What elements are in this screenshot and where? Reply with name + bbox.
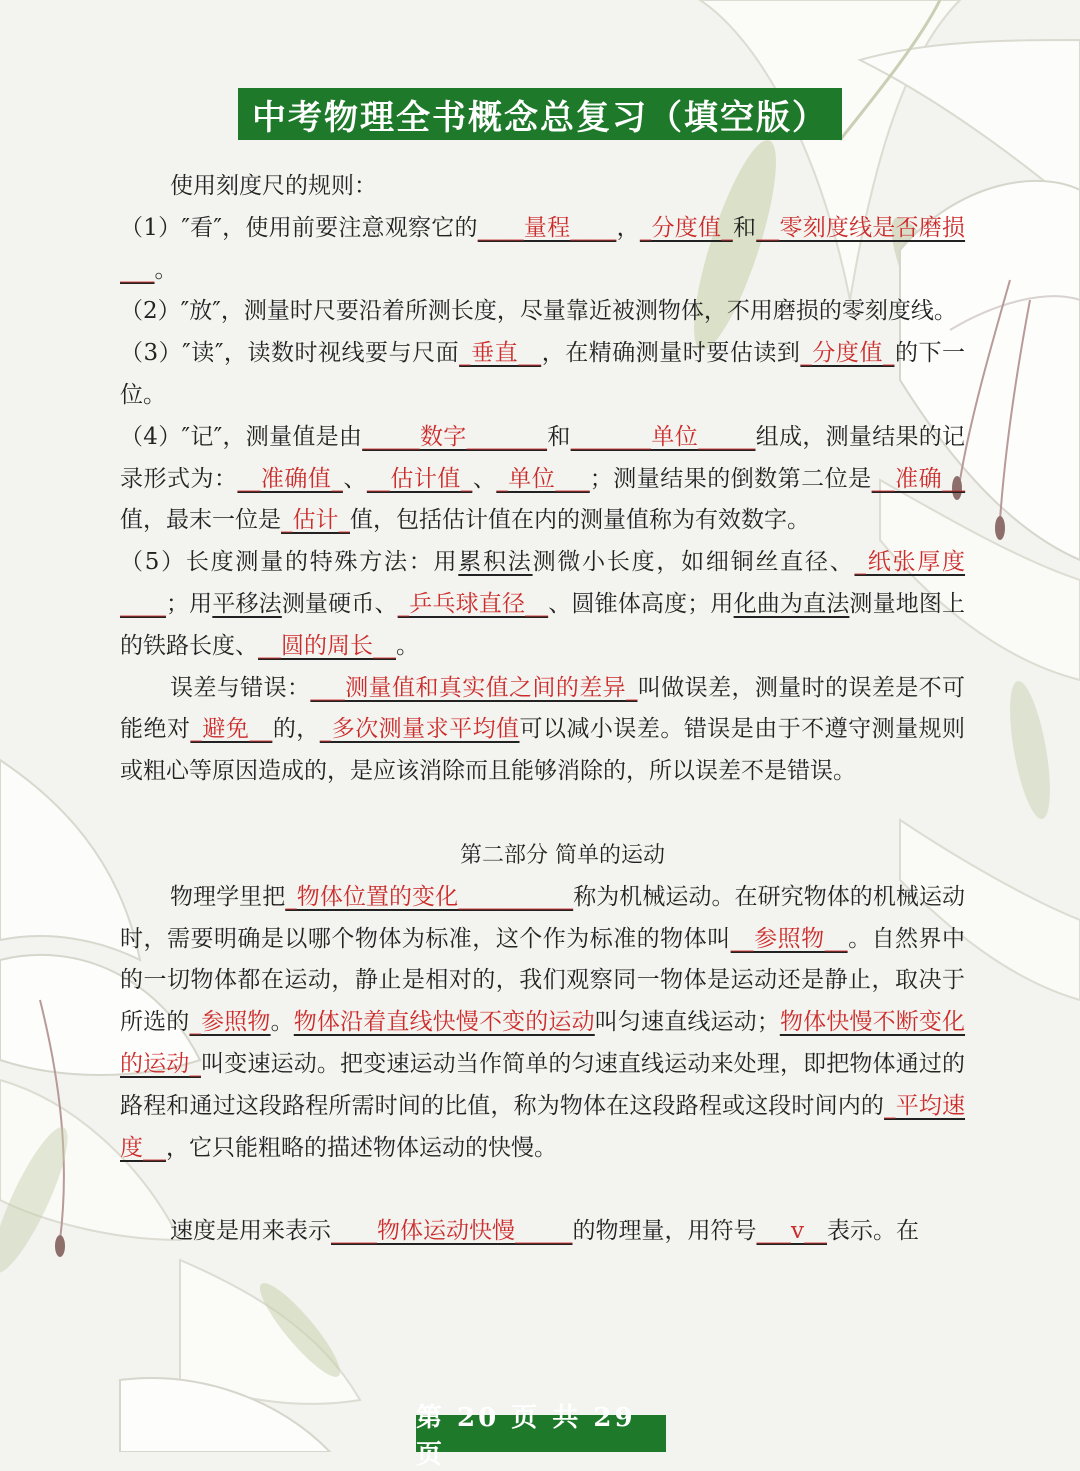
answer-blank: _____数字_______ — [362, 423, 548, 450]
item-4-record: （4）″记″，测量值是由_____数字_______和_______单位_____组成，测量结果的记录形式为：__准确值_、__估计值_、_单位___；测量结果的倒数第二位是__准确__值，最末一位是_估计_值，包括估计值在内的测量值称为有效数字。 — [120, 423, 966, 534]
document-title: 中考物理全书概念总复习（填空版） — [238, 88, 842, 140]
method-term: 化曲为直法 — [733, 590, 850, 617]
answer-blank: 物体快慢不断变化的运动_ — [120, 1009, 966, 1077]
spacer — [120, 1169, 965, 1211]
answer-blank: _多次测量求平均值 — [319, 716, 520, 743]
answer-blank: _避免__ — [190, 716, 273, 743]
method-term: 平移法 — [212, 590, 282, 617]
answer-blank: ___测量值和真实值之间的差异_ — [310, 674, 638, 701]
answer-blank: __估计值_ — [366, 465, 473, 492]
answer-blank: 物体沿着直线快慢不变的运动 — [293, 1009, 595, 1036]
rules-heading: 使用刻度尺的规则： — [170, 173, 377, 199]
answer-blank: ____物体运动快慢_____ — [331, 1218, 573, 1245]
error-paragraph: 误差与错误：___测量值和真实值之间的差异_叫做误差，测量时的误差是不可能绝对_避免__的，_多次测量求平均值可以减小误差。错误是由于不遵守测量规则或粗心等原因造成的，是应该消除而且能够消除的，所以误差不是错误。 — [120, 674, 966, 785]
answer-blank: _分度值_ — [800, 340, 895, 367]
answer-blank: _乒乓球直径__ — [397, 590, 549, 617]
spacer — [120, 793, 965, 835]
answer-blank: ____量程____ — [477, 214, 617, 241]
item-2-place: （2）″放″，测量时尺要沿着所测长度，尽量靠近被测物体，不用磨损的零刻度线。 — [120, 298, 957, 325]
answer-blank: _估计_ — [281, 507, 350, 534]
motion-paragraph: 物理学里把_物体位置的变化__________称为机械运动。在研究物体的机械运动时，需要明确是以哪个物体为标准，这个作为标准的物体叫__参照物__。自然界中的一切物体都在运动，静止是相对的，我们观察同一物体是运动还是静止，取决于所选的_参照物。物体沿着直线快慢不变的运动叫匀速直线运动；物体快慢不断变化的运动_叫变速运动。把变速运动当作简单的匀速直线运动来处理，即把物体通过的路程和通过这段路程所需时间的比值，称为物体在这段路程或这段时间内的_平均速度__，它只能粗略的描述物体运动的快慢。 — [120, 883, 966, 1161]
page-number: 第 20 页 共 29 页 — [416, 1415, 666, 1452]
answer-blank: __参照物__ — [730, 925, 848, 952]
method-term: 累积法 — [458, 549, 533, 576]
item-5-special-methods: （5）长度测量的特殊方法：用累积法测微小长度，如细铜丝直径、_纸张厚度____；用平移法测量硬币、_乒乓球直径__、圆锥体高度；用化曲为直法测量地图上的铁路长度、__圆的周长__。 — [120, 549, 966, 659]
answer-blank: __圆的周长__ — [258, 632, 396, 659]
answer-blank: _分度值_ — [639, 214, 733, 241]
speed-paragraph: 速度是用来表示____物体运动快慢_____的物理量，用符号___v__表示。在 — [170, 1218, 919, 1245]
answer-blank: _单位___ — [496, 465, 590, 492]
answer-blank: _参照物 — [189, 1009, 271, 1036]
answer-blank: _物体位置的变化__________ — [285, 883, 574, 910]
answer-blank: __准确__ — [871, 465, 966, 492]
answer-blank: ___v__ — [756, 1218, 827, 1245]
answer-blank: _垂直__ — [459, 340, 542, 367]
item-1-look: （1）″看″，使用前要注意观察它的____量程____，_分度值_和__零刻度线是否磨损___。 — [120, 214, 966, 283]
answer-blank: _______单位_____ — [570, 423, 756, 450]
content-body — [120, 166, 965, 1253]
answer-blank: __零刻度线是否磨损___ — [120, 214, 966, 283]
section-2-title: 第二部分 简单的运动 — [460, 842, 665, 868]
answer-blank: _纸张厚度____ — [120, 549, 966, 617]
answer-blank: _平均速度__ — [120, 1092, 966, 1161]
item-3-read: （3）″读″，读数时视线要与尺面_垂直__，在精确测量时要估读到_分度值_的下一位。 — [120, 340, 966, 408]
answer-blank: __准确值_ — [237, 465, 343, 492]
